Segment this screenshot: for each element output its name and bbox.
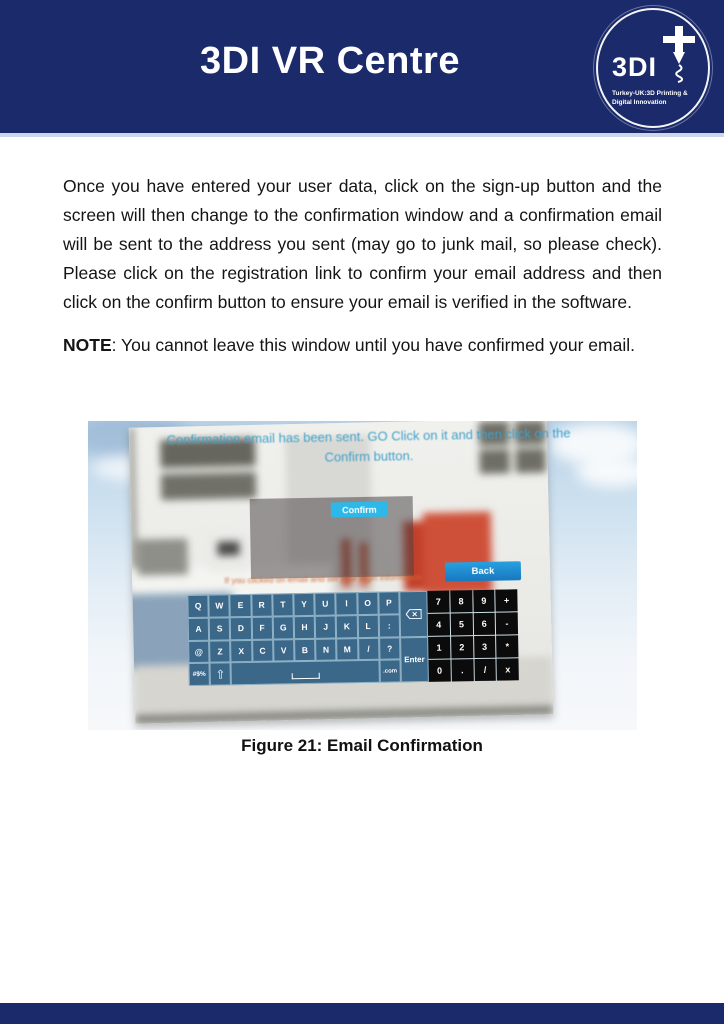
note-text: : You cannot leave this window until you have confirmed your email.: [111, 335, 635, 355]
keyboard-side-column: [399, 591, 429, 682]
key-num-7[interactable]: 7: [427, 590, 449, 612]
keyboard-row-4: [189, 660, 401, 686]
logo-tagline: Turkey-UK:3D Printing & Digital Innovation: [612, 90, 688, 106]
vr-hint-text: If you clicked on email and set your login information: [224, 571, 422, 586]
key-b[interactable]: B: [294, 638, 316, 661]
shift-key[interactable]: ⇧: [210, 663, 232, 686]
logo-text: 3DI: [612, 52, 658, 82]
key-g[interactable]: G: [272, 616, 294, 639]
numpad: [427, 589, 519, 682]
key-o[interactable]: O: [357, 592, 379, 615]
key-l[interactable]: L: [357, 614, 379, 637]
figure-vr-screenshot: [88, 421, 637, 730]
back-button[interactable]: Back: [445, 561, 521, 581]
key-num-slash[interactable]: /: [474, 659, 496, 681]
key-f[interactable]: F: [251, 616, 273, 639]
space-key[interactable]: [231, 660, 380, 685]
key-num-minus[interactable]: -: [496, 612, 518, 634]
key-n[interactable]: N: [315, 638, 337, 661]
key-num-x[interactable]: x: [497, 658, 519, 680]
key-num-star[interactable]: *: [496, 635, 518, 657]
backspace-key[interactable]: [399, 591, 428, 637]
page-title: 3DI VR Centre: [200, 40, 460, 82]
key-m[interactable]: M: [336, 638, 358, 661]
key-s[interactable]: S: [209, 617, 231, 640]
key-num-9[interactable]: 9: [473, 590, 495, 612]
key-num-3[interactable]: 3: [474, 636, 496, 658]
key-num-dot[interactable]: .: [451, 659, 473, 681]
key-num-6[interactable]: 6: [473, 613, 495, 635]
key-num-1[interactable]: 1: [428, 636, 450, 658]
key-p[interactable]: P: [378, 591, 400, 614]
confirm-button[interactable]: Confirm: [331, 502, 388, 518]
key-question[interactable]: ?: [379, 637, 401, 660]
key-at[interactable]: @: [188, 640, 210, 663]
key-e[interactable]: E: [230, 594, 252, 617]
key-num-2[interactable]: 2: [451, 636, 473, 658]
space-icon: [291, 672, 319, 678]
key-t[interactable]: T: [272, 593, 294, 616]
key-v[interactable]: V: [273, 639, 295, 662]
key-dotcom[interactable]: .com: [379, 660, 401, 683]
header-divider: [0, 133, 724, 137]
key-k[interactable]: K: [336, 615, 358, 638]
key-num-4[interactable]: 4: [428, 613, 450, 635]
key-i[interactable]: I: [336, 592, 358, 615]
key-colon[interactable]: :: [378, 614, 400, 637]
key-num-8[interactable]: 8: [450, 590, 472, 612]
keyboard-letter-block: [187, 591, 401, 686]
page-footer: [0, 1003, 724, 1024]
backspace-icon: [406, 609, 422, 619]
enter-key[interactable]: Enter: [400, 636, 429, 682]
key-a[interactable]: A: [188, 617, 210, 640]
body-text: [63, 172, 662, 374]
key-slash[interactable]: /: [358, 637, 380, 660]
key-q[interactable]: Q: [187, 595, 209, 618]
page-header: [0, 0, 724, 133]
key-x[interactable]: X: [230, 639, 252, 662]
key-u[interactable]: U: [314, 592, 336, 615]
key-d[interactable]: D: [230, 617, 252, 640]
key-symbols[interactable]: #$%: [189, 663, 211, 686]
key-num-0[interactable]: 0: [428, 659, 450, 681]
key-y[interactable]: Y: [293, 593, 315, 616]
key-w[interactable]: W: [208, 594, 230, 617]
key-z[interactable]: Z: [209, 640, 231, 663]
key-h[interactable]: H: [294, 616, 316, 639]
key-r[interactable]: R: [251, 594, 273, 617]
key-num-plus[interactable]: +: [496, 589, 518, 611]
logo: [596, 8, 710, 128]
key-num-5[interactable]: 5: [450, 613, 472, 635]
printer-nozzle-icon: [658, 24, 700, 84]
vr-instruction-text: Confirmation email has been sent. GO Click on it and then click on the Confirm button.: [166, 425, 571, 465]
note-label: NOTE: [63, 335, 112, 355]
paragraph-note: [63, 331, 662, 360]
key-j[interactable]: J: [315, 615, 337, 638]
paragraph-intro: Once you have entered your user data, click on the sign-up button and the screen will then change to the confirmation window and a confirmation email will be sent to the address you sent (may go to junk mail, so please check). Please click on the registration link to confirm your email address and then click on the confirm button to ensure your email is verified in the software.: [63, 176, 662, 312]
virtual-keyboard: [187, 589, 519, 686]
vr-ui-layer: [88, 421, 637, 730]
key-c[interactable]: C: [252, 639, 274, 662]
figure-caption: Figure 21: Email Confirmation: [241, 736, 483, 755]
